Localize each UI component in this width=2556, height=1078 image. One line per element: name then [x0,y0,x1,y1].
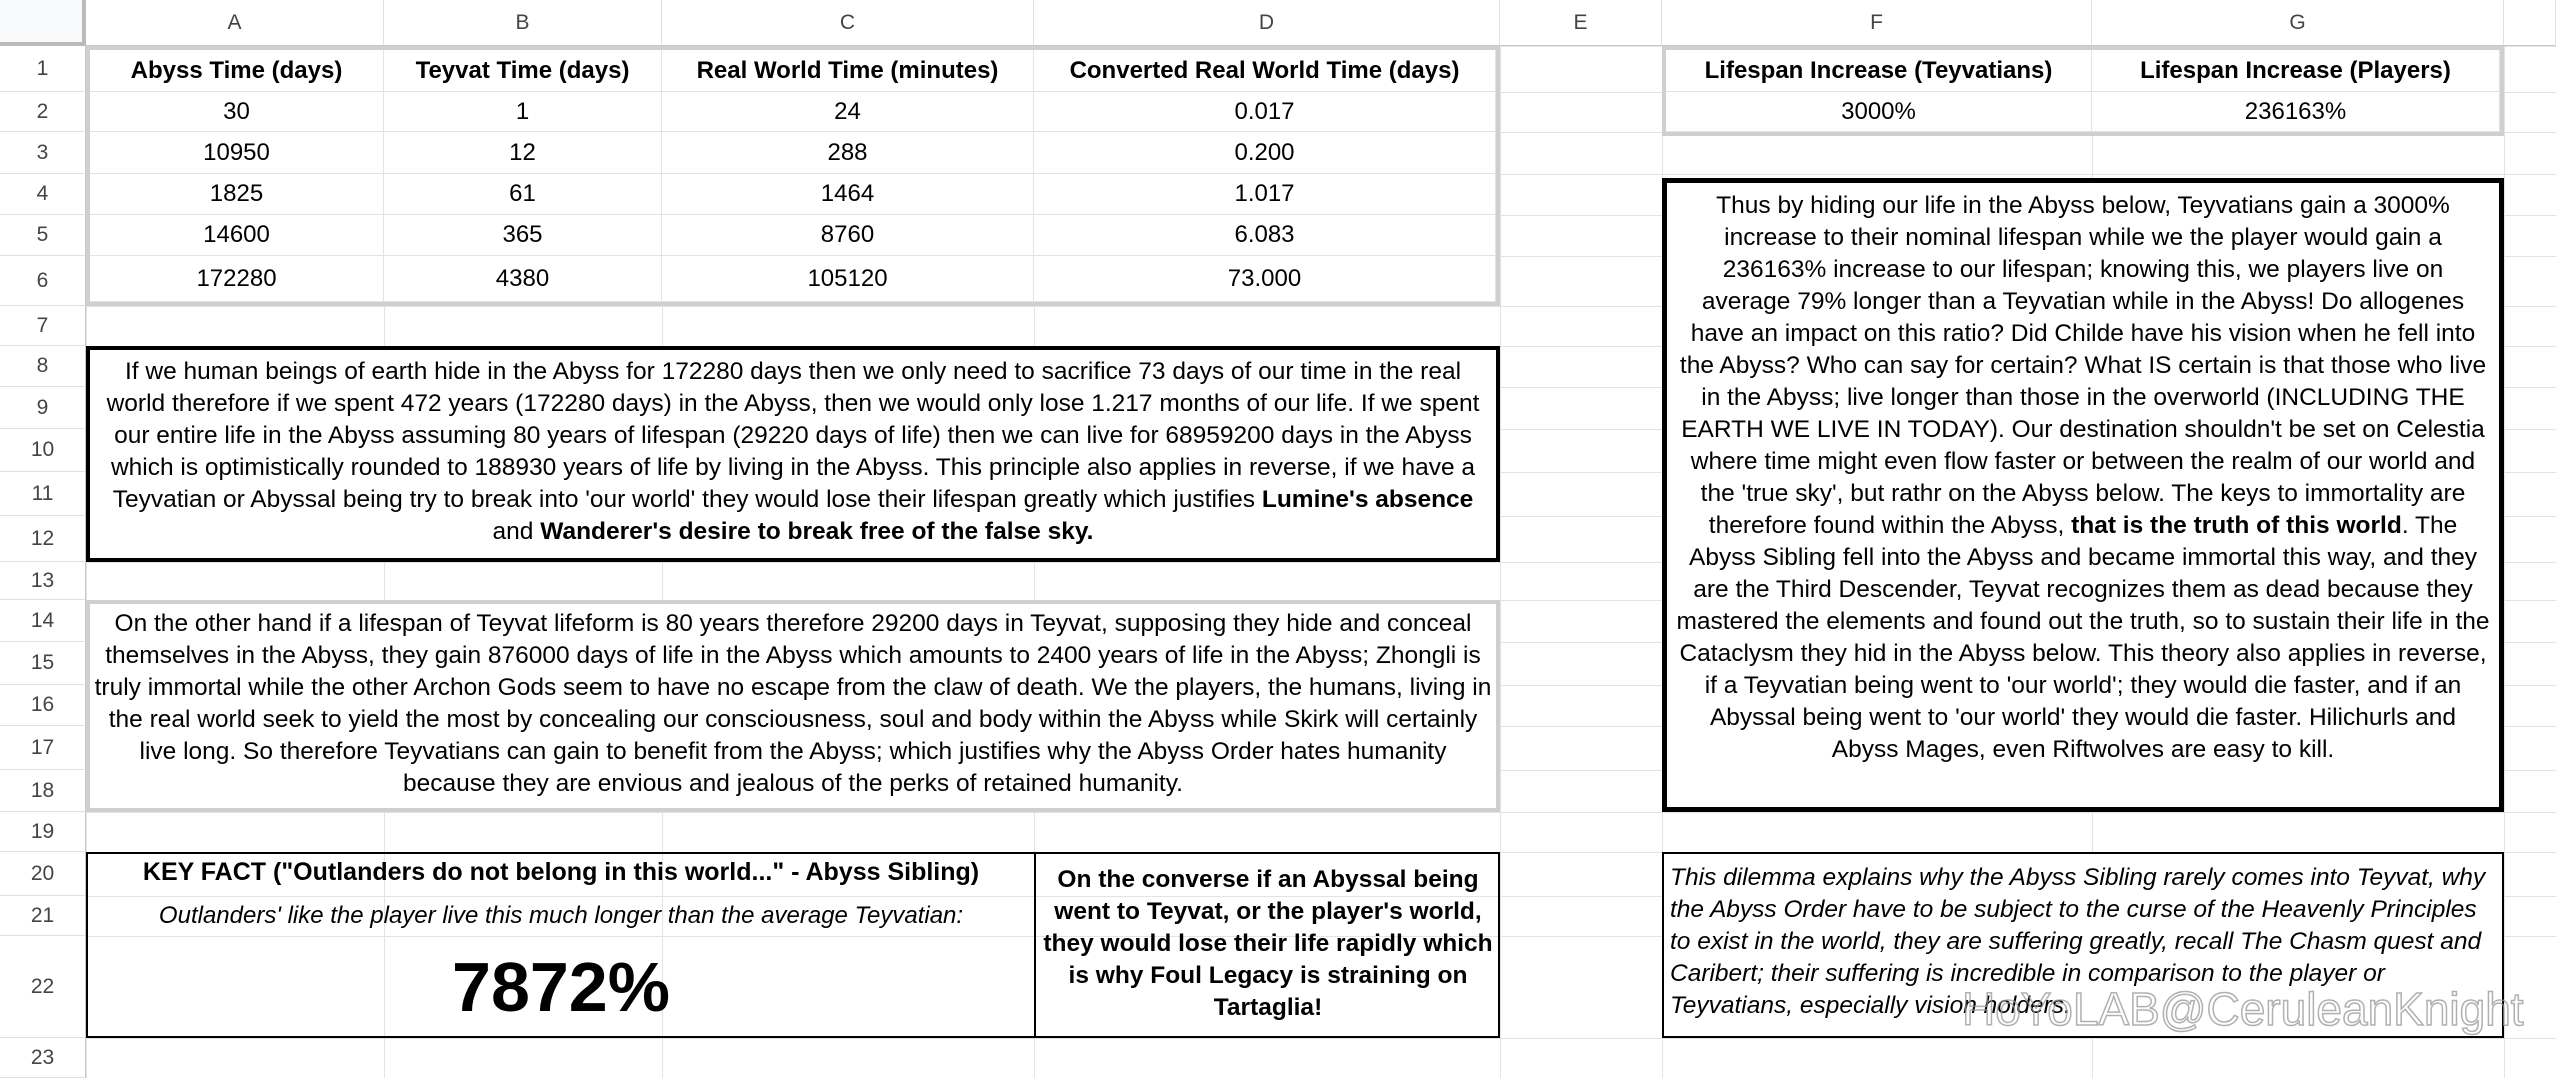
table-cell[interactable]: 1464 [662,174,1034,215]
grid-vline [2504,0,2505,1078]
column-header-f[interactable]: F [1662,0,2092,46]
select-all-corner[interactable] [0,0,86,46]
lifespan-value-cell[interactable]: 236163% [2092,92,2500,132]
teyvat-lifeform-paragraph: On the other hand if a lifespan of Teyvat lifeform is 80 years therefore 29200 days in Teyvat, supposing they hide and conceal themselves in the Abyss, they gain 876000 days of life in the Abyss which amounts to 2400 years of life in the Abyss; Zhongli is truly immortal while the other Archon Gods seem to have no escape from the claw of death. We the players, the humans, living in the real world seek to yield the most by concealing our consciousness, soul and body within the Abyss while Skirk will certainly live long. So therefore Teyvatians can gain to benefit from the Abyss; which justifies why the Abyss Order hates humanity because they are envious and jealous of the perks of retained humanity. [94,610,1492,797]
key-fact-title: KEY FACT ("Outlanders do not belong in this world..." - Abyss Sibling) [142,858,980,886]
row-header-3[interactable]: 3 [0,132,86,174]
column-header-g[interactable]: G [2092,0,2504,46]
row-header-18[interactable]: 18 [0,770,86,812]
row-header-9[interactable]: 9 [0,387,86,429]
row-header-4[interactable]: 4 [0,174,86,215]
row-header-22[interactable]: 22 [0,936,86,1038]
para3-bold: that is the truth of this world [2071,512,2402,539]
table-cell[interactable]: 172280 [90,256,384,302]
row-header-2[interactable]: 2 [0,92,86,132]
para1-bold-lumine: Lumine's absence [1261,486,1474,513]
row-header-8[interactable]: 8 [0,346,86,387]
row-header-23[interactable]: 23 [0,1038,86,1078]
table-header-cell[interactable]: Converted Real World Time (days) [1034,50,1496,92]
row-header-5[interactable]: 5 [0,215,86,256]
column-header-blank [2504,0,2556,46]
table-cell[interactable]: 1 [384,92,662,132]
column-header-a[interactable]: A [86,0,384,46]
row-header-16[interactable]: 16 [0,685,86,726]
row-header-15[interactable]: 15 [0,642,86,685]
key-fact-value: 7872% [452,948,670,1026]
table-cell[interactable]: 30 [90,92,384,132]
table-header-cell[interactable]: Teyvat Time (days) [384,50,662,92]
row-header-10[interactable]: 10 [0,429,86,472]
para1-bold-wanderer: Wanderer's desire to break free of the false sky. [540,518,1094,545]
row-header-20[interactable]: 20 [0,852,86,896]
row-header-13[interactable]: 13 [0,562,86,600]
row-header-12[interactable]: 12 [0,516,86,562]
column-header-c[interactable]: C [662,0,1034,46]
converse-note: On the converse if an Abyssal being went to Teyvat, or the player's world, they would lose their life rapidly which is why Foul Legacy is straining on Tartaglia! [1043,866,1493,1021]
table-cell[interactable]: 0.017 [1034,92,1496,132]
row-header-19[interactable]: 19 [0,812,86,852]
lifespan-header-cell[interactable]: Lifespan Increase (Teyvatians) [1666,50,2092,92]
para1-mid: and [492,518,541,545]
table-cell[interactable]: 8760 [662,215,1034,256]
table-cell[interactable]: 365 [384,215,662,256]
abyss-human-paragraph [96,356,1490,548]
table-cell[interactable]: 14600 [90,215,384,256]
watermark: HoYoLAB@CeruleanKnight [1962,983,2524,1035]
lifespan-header-cell[interactable]: Lifespan Increase (Players) [2092,50,2500,92]
row-header-21[interactable]: 21 [0,896,86,936]
table-cell[interactable]: 73.000 [1034,256,1496,302]
table-cell[interactable]: 6.083 [1034,215,1496,256]
table-cell[interactable]: 288 [662,132,1034,174]
grid-hline [0,812,2556,813]
row-header-7[interactable]: 7 [0,306,86,346]
column-header-b[interactable]: B [384,0,662,46]
dilemma-note: This dilemma explains why the Abyss Sibling rarely comes into Teyvat, why the Abyss Order have to be subject to the curse of the Heavenly Principles to exist in the world, they are suffering greatly, recall The Chasm quest and Caribert; their suffering is incredible in comparison to the player or Teyvatians, especially vision holders. [1670,864,2486,1019]
row-header-1[interactable]: 1 [0,46,86,92]
table-cell[interactable]: 24 [662,92,1034,132]
truth-paragraph [1676,190,2490,766]
table-cell[interactable]: 105120 [662,256,1034,302]
para3-text2: . The Abyss Sibling fell into the Abyss and became immortal this way, and they are the Third Descender, Teyvat recognizes them as dead because they mastered the elements and found out the truth, so to sustain their life in the Cataclysm they hid in the Abyss below. This theory also applies in reverse, if a Teyvatian being went to 'our world'; they would die faster, and if an Abyssal being went to 'our world' they would die faster. Hilichurls and Abyss Mages, even Riftwolves are easy to kill. [1676,512,2490,763]
table-cell[interactable]: 10950 [90,132,384,174]
table-cell[interactable]: 1825 [90,174,384,215]
table-cell[interactable]: 61 [384,174,662,215]
key-fact-divider [1034,852,1036,1038]
column-header-d[interactable]: D [1034,0,1500,46]
table-cell[interactable]: 12 [384,132,662,174]
lifespan-value-cell[interactable]: 3000% [1666,92,2092,132]
column-header-e[interactable]: E [1500,0,1662,46]
table-header-cell[interactable]: Real World Time (minutes) [662,50,1034,92]
para1-text: If we human beings of earth hide in the Abyss for 172280 days then we only need to sacrifice 73 days of our time in the real world therefore if we spent 472 years (172280 days) in the Abyss, then we would only lose 1.217 months of our life. If we spent our entire life in the Abyss assuming 80 years of lifespan (29220 days of life) then we can live for 68959200 days in the Abyss which is optimistically rounded to 188930 years of life by living in the Abyss. This principle also applies in reverse, if we have a Teyvatian or Abyssal being try to break into 'our world' they would lose their lifespan greatly which justifies [106,358,1480,513]
table-cell[interactable]: 0.200 [1034,132,1496,174]
table-cell[interactable]: 1.017 [1034,174,1496,215]
table-cell[interactable]: 4380 [384,256,662,302]
key-fact-subtitle: Outlanders' like the player live this much longer than the average Teyvatian: [158,902,964,929]
table-header-cell[interactable]: Abyss Time (days) [90,50,384,92]
grid-hline [0,1038,2556,1039]
row-header-17[interactable]: 17 [0,726,86,770]
row-header-11[interactable]: 11 [0,472,86,516]
grid-vline [1500,0,1501,1078]
row-header-14[interactable]: 14 [0,600,86,642]
para3-text1: Thus by hiding our life in the Abyss below, Teyvatians gain a 3000% increase to their nominal lifespan while we the player would gain a 236163% increase to our lifespan; knowing this, we players live on average 79% longer than a Teyvatian while in the Abyss! Do allogenes have an impact on this ratio? Did Childe have his vision when he fell into the Abyss? Who can say for certain? What IS certain is that those who live in the Abyss; live longer than those in the overworld (INCLUDING THE EARTH WE LIVE IN TODAY). Our destination shouldn't be set on Celestia where time might even flow faster or between the realm of our world and the 'true sky', but rathr on the Abyss below. The keys to immortality are therefore found within the Abyss, [1679,192,2487,539]
row-header-6[interactable]: 6 [0,256,86,306]
